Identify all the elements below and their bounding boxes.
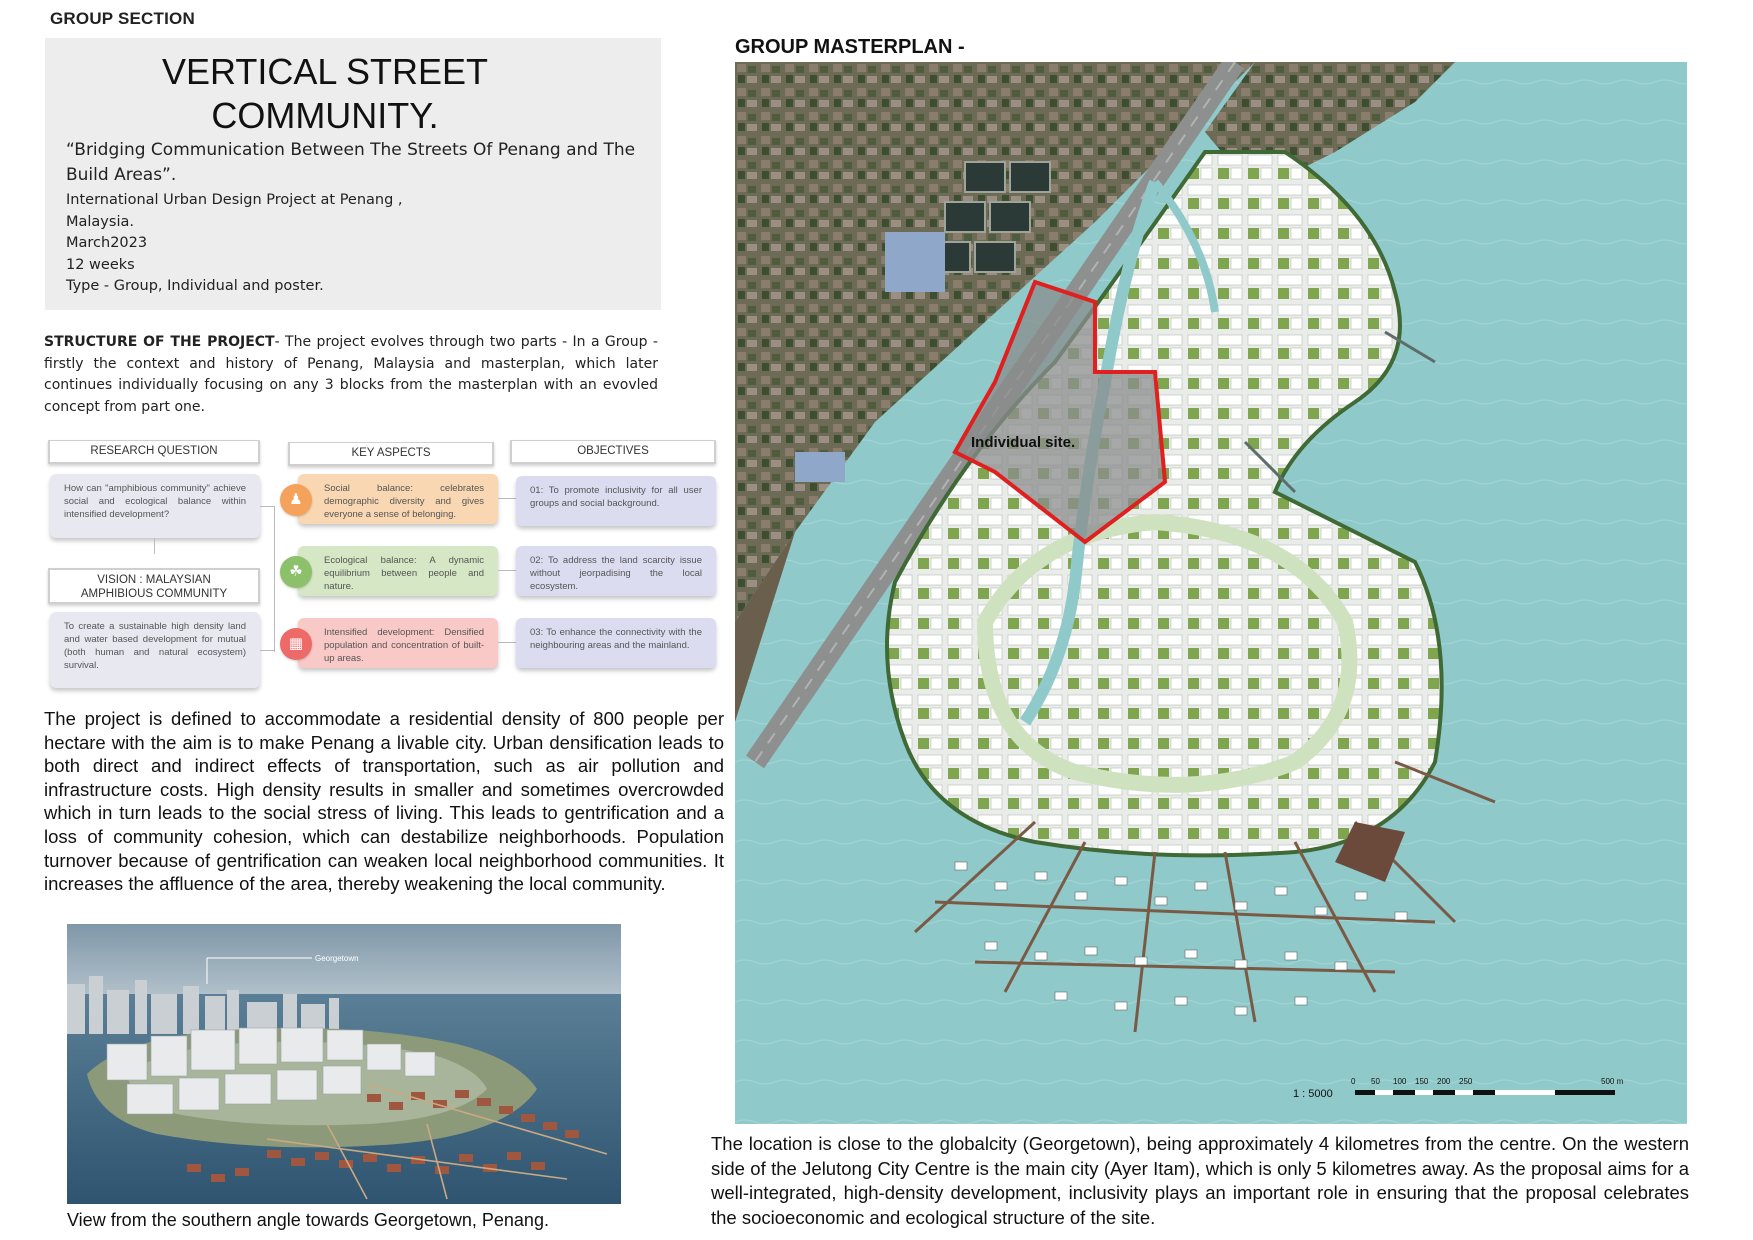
- project-duration: 12 weeks: [66, 256, 135, 273]
- scale-tick-50: 50: [1371, 1077, 1380, 1086]
- structure-heading: STRUCTURE OF THE PROJECT: [44, 334, 275, 350]
- project-tagline: [66, 138, 641, 188]
- connector: [154, 538, 155, 554]
- tagline-line-1: “Bridging Communication Between The Streets Of Penang and The: [66, 140, 636, 160]
- connector: [274, 506, 275, 652]
- objective-02: 02: To address the land scarcity issue without jeorpadising the local ecosystem.: [516, 546, 716, 596]
- masterplan-map: [735, 62, 1687, 1124]
- nature-icon: ☘: [280, 556, 312, 588]
- render-illustration: [67, 924, 621, 1204]
- title-line-1: VERTICAL STREET: [161, 51, 489, 92]
- structure-paragraph: [44, 332, 658, 418]
- vision-card: To create a sustainable high density land and water based development for mutual (both human and natural ecosystem) survival.: [50, 612, 260, 688]
- southern-view-render: [67, 924, 621, 1204]
- scale-tick-100: 100: [1393, 1077, 1407, 1086]
- connector: [260, 506, 274, 507]
- section-label: GROUP SECTION: [50, 9, 195, 28]
- project-title: [45, 50, 605, 138]
- scale-tick-0: 0: [1351, 1077, 1356, 1086]
- project-type: Type - Group, Individual and poster.: [66, 278, 324, 294]
- objective-01: 01: To promote inclusivity for all user groups and social background.: [516, 476, 716, 526]
- key-aspect-ecological: Ecological balance: A dynamic equilibrium between people and nature.: [298, 546, 498, 596]
- individual-site-label: Individual site.: [971, 434, 1076, 451]
- research-question-header: RESEARCH QUESTION: [48, 440, 260, 464]
- masterplan-title: GROUP MASTERPLAN -: [735, 36, 965, 58]
- scale-tick-200: 200: [1437, 1077, 1451, 1086]
- vision-header-line-2: AMPHIBIOUS COMMUNITY: [80, 588, 228, 600]
- project-meta: [66, 190, 403, 298]
- vision-header-line-1: VISION : MALAYSIAN: [97, 574, 211, 586]
- render-caption: View from the southern angle towards Georgetown, Penang.: [67, 1210, 549, 1230]
- project-title-box: [45, 38, 661, 310]
- connector: [260, 650, 274, 651]
- project-location-line-1: International Urban Design Project at Penang ,: [66, 192, 403, 208]
- project-location-line-2: Malaysia.: [66, 213, 134, 230]
- project-date: March2023: [66, 235, 148, 251]
- key-aspect-social: Social balance: celebrates demographic diversity and gives everyone a sense of belonging.: [298, 474, 498, 524]
- research-question-card: How can "amphibious community" achieve social and ecological balance within intensified development?: [50, 474, 260, 538]
- scale-tick-250: 250: [1459, 1077, 1473, 1086]
- key-aspect-intensified: Intensified development: Densified population and concentration of built-up areas.: [298, 618, 498, 668]
- research-diagram: [40, 440, 730, 700]
- masterplan-illustration: [735, 62, 1687, 1124]
- vision-header: [48, 568, 260, 604]
- density-paragraph: The project is defined to accommodate a residential density of 800 people per hectare with the aim is to make Penang a livable city. Urban densification leads to both direct and indirect effects of transportation, such as air pollution and infrastructure costs. High density results in smaller and sometimes overcrowded which in turn leads to the social stress of living. This leads to gentrification and a loss of community cohesion, which can destabilize neighborhoods. Population turnover because of gentrification can weaken local neighborhood communities. It increases the affluence of the area, thereby weakening the local community.: [44, 708, 724, 895]
- tagline-line-2: Build Areas”.: [66, 165, 177, 185]
- title-line-2: COMMUNITY.: [211, 95, 439, 136]
- structure-text: - The project evolves through two parts - In a Group - firstly the context and history of Penang, Malaysia and masterplan, which later continues individually focusing on any 3 blocks from the masterplan with an evovled concept from part one.: [44, 334, 658, 415]
- objectives-header: OBJECTIVES: [510, 440, 716, 464]
- objective-03: 03: To enhance the connectivity with the neighbouring areas and the mainland.: [516, 618, 716, 668]
- scale-tick-150: 150: [1415, 1077, 1429, 1086]
- people-icon: ♟: [280, 484, 312, 516]
- building-icon: ▦: [280, 628, 312, 660]
- key-aspects-header: KEY ASPECTS: [288, 442, 494, 466]
- scale-label: 1 : 5000: [1293, 1088, 1333, 1100]
- render-label: Georgetown: [315, 954, 359, 963]
- location-paragraph: The location is close to the globalcity (Georgetown), being approximately 4 kilometres from the centre. On the western side of the Jelutong City Centre is the main city (Ayer Itam), which is only 5 kilometres away. As the proposal aims for a well-integrated, high-density development, inclusivity plays an important role in ensuring that the proposal celebrates the socioeconomic and ecological structure of the site.: [711, 1133, 1689, 1228]
- scale-tick-500: 500 m: [1601, 1077, 1624, 1086]
